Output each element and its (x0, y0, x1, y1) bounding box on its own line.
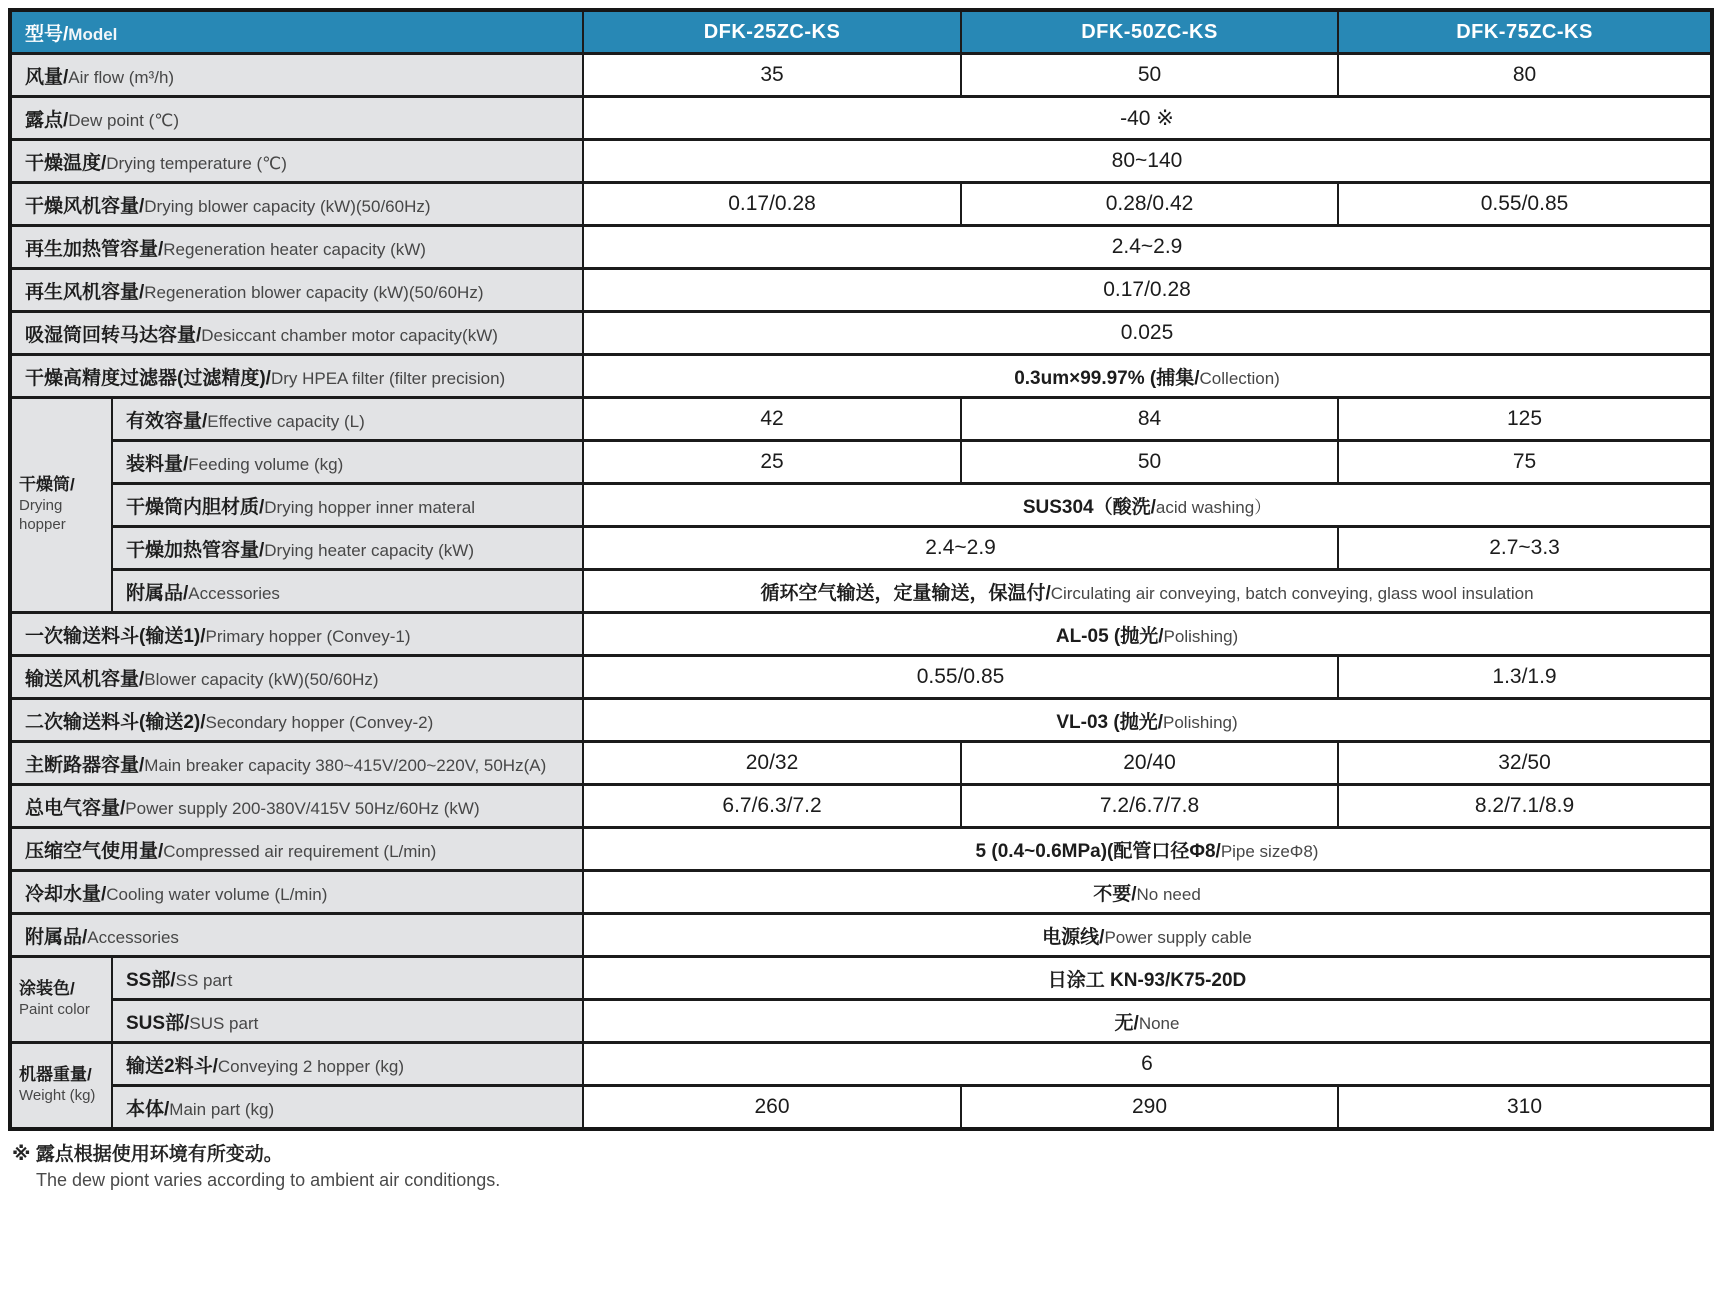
drying-blower-v2-text: 0.28/0.42 (1105, 192, 1194, 215)
air-flow-label-en: Air flow (m³/h) (68, 67, 175, 87)
drying-temp-label-zh: 干燥温度/ (25, 152, 107, 174)
drying-temp-label (10, 140, 583, 183)
power-supply-v2-text: 7.2/6.7/7.8 (1099, 794, 1200, 817)
paint-color-group-label (10, 957, 112, 1043)
main-breaker-v3-text: 32/50 (1498, 751, 1551, 774)
row-cooling-water (10, 871, 1712, 914)
row-feeding-volume (10, 441, 1712, 484)
air-flow-label (10, 54, 583, 97)
row-effective-capacity (10, 398, 1712, 441)
primary-hopper-label (10, 613, 583, 656)
power-supply-v2 (961, 785, 1338, 828)
primary-hopper-value (583, 613, 1712, 656)
blower-capacity-label-zh: 输送风机容量/ (25, 668, 145, 690)
feeding-volume-v1 (583, 441, 961, 484)
footnote (12, 1143, 1710, 1192)
weight-group-zh: 机器重量/ (19, 1065, 92, 1085)
row-hopper-accessories (10, 570, 1712, 613)
hopper-accessories-value-en: Circulating air conveying, batch conveying, glass wool insulation (1050, 583, 1534, 603)
regen-heater-value-text: 2.4~2.9 (1111, 235, 1183, 258)
conveying-hopper-label-zh: 输送2料斗/ (126, 1055, 218, 1077)
drying-temp-label-en: Drying temperature (℃) (106, 153, 287, 173)
feeding-volume-v2-text: 50 (1137, 450, 1162, 473)
regen-heater-label-zh: 再生加热管容量/ (25, 238, 164, 260)
drying-heater-v12 (583, 527, 1338, 570)
ss-part-value (583, 957, 1712, 1000)
air-flow-v1 (583, 54, 961, 97)
regen-blower-label-en: Regeneration blower capacity (kW)(50/60Hz) (144, 282, 484, 302)
row-blower-capacity (10, 656, 1712, 699)
regen-heater-value (583, 226, 1712, 269)
main-part-v2-text: 290 (1131, 1095, 1168, 1118)
main-breaker-label-zh: 主断路器容量/ (25, 754, 145, 776)
main-breaker-v3 (1338, 742, 1712, 785)
air-flow-v3-text: 80 (1512, 63, 1537, 86)
conveying-hopper-label-en: Conveying 2 hopper (kg) (217, 1056, 405, 1076)
drying-blower-v3 (1338, 183, 1712, 226)
feeding-volume-label-zh: 装料量/ (126, 453, 189, 475)
regen-blower-label (10, 269, 583, 312)
sus-part-label-zh: SUS部/ (126, 1012, 190, 1034)
weight-group-label (10, 1043, 112, 1130)
cooling-water-value-zh: 不要/ (1093, 883, 1137, 905)
ss-part-label (112, 957, 583, 1000)
main-part-v3 (1338, 1086, 1712, 1130)
main-breaker-v2-text: 20/40 (1123, 751, 1176, 774)
inner-material-value-en: acid washing） (1155, 497, 1272, 517)
hpea-filter-value-zh: 0.3um×99.97% (捕集/ (1014, 367, 1200, 389)
inner-material-label (112, 484, 583, 527)
cooling-water-value (583, 871, 1712, 914)
feeding-volume-v3 (1338, 441, 1712, 484)
accessories-value (583, 914, 1712, 957)
dew-point-value (583, 97, 1712, 140)
secondary-hopper-value-en: Polishing) (1163, 712, 1238, 732)
drying-blower-v1-text: 0.17/0.28 (728, 192, 816, 215)
feeding-volume-v3-text: 75 (1512, 450, 1537, 473)
compressed-air-label-zh: 压缩空气使用量/ (25, 840, 164, 862)
secondary-hopper-value (583, 699, 1712, 742)
main-part-v2 (961, 1086, 1338, 1130)
sus-part-label (112, 1000, 583, 1043)
effective-capacity-v1-text: 42 (760, 407, 784, 430)
secondary-hopper-label-zh: 二次输送料斗(输送2)/ (25, 711, 206, 733)
drying-blower-label (10, 183, 583, 226)
drying-blower-v2 (961, 183, 1338, 226)
desiccant-motor-label-en: Desiccant chamber motor capacity(kW) (201, 325, 498, 345)
drying-hopper-group-label (10, 398, 112, 613)
power-supply-v3 (1338, 785, 1712, 828)
main-breaker-v1 (583, 742, 961, 785)
ss-part-label-zh: SS部/ (126, 969, 176, 991)
model-name-dfk75: DFK-75ZC-KS (1338, 10, 1712, 54)
row-power-supply (10, 785, 1712, 828)
compressed-air-value (583, 828, 1712, 871)
drying-blower-v1 (583, 183, 961, 226)
power-supply-label-en: Power supply 200-380V/415V 50Hz/60Hz (kW) (125, 798, 480, 818)
desiccant-motor-value-text: 0.025 (1120, 321, 1174, 344)
row-compressed-air (10, 828, 1712, 871)
inner-material-label-en: Drying hopper inner materal (264, 497, 475, 517)
row-main-breaker (10, 742, 1712, 785)
cooling-water-label-en: Cooling water volume (L/min) (106, 884, 328, 904)
air-flow-v1-text: 35 (760, 63, 784, 86)
feeding-volume-v2 (961, 441, 1338, 484)
accessories-label (10, 914, 583, 957)
conveying-hopper-value-text: 6 (1141, 1052, 1153, 1075)
hopper-accessories-label (112, 570, 583, 613)
weight-group-en: Weight (kg) (19, 1087, 96, 1105)
air-flow-v2-text: 50 (1137, 63, 1162, 86)
row-drying-heater (10, 527, 1712, 570)
model-label-zh: 型号/ (25, 23, 69, 45)
regen-blower-label-zh: 再生风机容量/ (25, 281, 145, 303)
main-breaker-v2 (961, 742, 1338, 785)
feeding-volume-label (112, 441, 583, 484)
air-flow-v2 (961, 54, 1338, 97)
hopper-accessories-label-zh: 附属品/ (126, 582, 189, 604)
hpea-filter-value (583, 355, 1712, 398)
hpea-filter-value-en: Collection) (1199, 368, 1280, 388)
row-hpea-filter (10, 355, 1712, 398)
row-primary-hopper (10, 613, 1712, 656)
ss-part-value-text: 日涂工 KN-93/K75-20D (1047, 969, 1247, 991)
desiccant-motor-label (10, 312, 583, 355)
compressed-air-label (10, 828, 583, 871)
row-drying-temp (10, 140, 1712, 183)
row-dew-point (10, 97, 1712, 140)
regen-blower-value (583, 269, 1712, 312)
primary-hopper-value-zh: AL-05 (抛光/ (1055, 625, 1164, 647)
sus-part-label-en: SUS part (189, 1013, 259, 1033)
cooling-water-value-en: No need (1136, 884, 1201, 904)
row-air-flow (10, 54, 1712, 97)
main-part-v1 (583, 1086, 961, 1130)
blower-capacity-v12 (583, 656, 1338, 699)
dew-point-label-en: Dew point (℃) (68, 110, 180, 130)
main-part-label-zh: 本体/ (126, 1098, 170, 1120)
row-main-part (10, 1086, 1712, 1130)
primary-hopper-label-zh: 一次输送料斗(输送1)/ (25, 625, 206, 647)
sus-part-value (583, 1000, 1712, 1043)
main-breaker-label (10, 742, 583, 785)
accessories-value-zh: 电源线/ (1042, 926, 1105, 948)
row-inner-material (10, 484, 1712, 527)
drying-heater-label-zh: 干燥加热管容量/ (126, 539, 265, 561)
feeding-volume-v1-text: 25 (760, 450, 784, 473)
blower-capacity-v3-text: 1.3/1.9 (1492, 665, 1557, 688)
accessories-label-en: Accessories (87, 927, 179, 947)
footnote-line1: ※ 露点根据使用环境有所变动。 (12, 1144, 283, 1165)
air-flow-label-zh: 风量/ (25, 66, 69, 88)
hopper-accessories-label-en: Accessories (188, 583, 280, 603)
footnote-line2: The dew piont varies according to ambient air conditiongs. (36, 1169, 501, 1190)
model-label-en: Model (68, 24, 118, 44)
effective-capacity-v3-text: 125 (1506, 407, 1543, 430)
regen-heater-label-en: Regeneration heater capacity (kW) (163, 239, 426, 259)
drying-hopper-group-en: Drying hopper (19, 496, 66, 534)
hpea-filter-label-zh: 干燥高精度过滤器(过滤精度)/ (25, 367, 271, 389)
drying-heater-v3 (1338, 527, 1712, 570)
hopper-accessories-value-zh: 循环空气输送，定量输送，保温付/ (760, 582, 1051, 604)
accessories-value-en: Power supply cable (1104, 927, 1252, 947)
primary-hopper-label-en: Primary hopper (Convey-1) (205, 626, 411, 646)
spec-table (8, 8, 1714, 1131)
accessories-label-zh: 附属品/ (25, 926, 88, 948)
secondary-hopper-label-en: Secondary hopper (Convey-2) (205, 712, 434, 732)
ss-part-label-en: SS part (175, 970, 233, 990)
drying-heater-label-en: Drying heater capacity (kW) (264, 540, 475, 560)
drying-heater-v3-text: 2.7~3.3 (1489, 536, 1560, 559)
hpea-filter-label-en: Dry HPEA filter (filter precision) (270, 368, 506, 388)
hopper-accessories-value (583, 570, 1712, 613)
power-supply-label (10, 785, 583, 828)
drying-heater-v12-text: 2.4~2.9 (925, 536, 996, 559)
drying-blower-label-zh: 干燥风机容量/ (25, 195, 145, 217)
effective-capacity-v2-text: 84 (1137, 407, 1162, 430)
paint-color-group-en: Paint color (19, 1001, 90, 1019)
conveying-hopper-label (112, 1043, 583, 1086)
dew-point-value-text: -40 ※ (1120, 106, 1174, 130)
power-supply-v1-text: 6.7/6.3/7.2 (722, 794, 822, 817)
row-regen-heater (10, 226, 1712, 269)
power-supply-label-zh: 总电气容量/ (25, 797, 126, 819)
effective-capacity-label-en: Effective capacity (L) (207, 411, 365, 431)
dew-point-label-zh: 露点/ (25, 109, 69, 131)
main-part-label-en: Main part (kg) (169, 1099, 275, 1119)
row-sus-part (10, 1000, 1712, 1043)
effective-capacity-label-zh: 有效容量/ (126, 410, 208, 432)
drying-hopper-group-zh: 干燥筒/ (19, 475, 75, 495)
effective-capacity-label (112, 398, 583, 441)
cooling-water-label-zh: 冷却水量/ (25, 883, 107, 905)
inner-material-label-zh: 干燥筒内胆材质/ (126, 496, 265, 518)
model-header-cell (10, 10, 583, 54)
compressed-air-label-en: Compressed air requirement (L/min) (163, 841, 437, 861)
main-part-label (112, 1086, 583, 1130)
effective-capacity-v2 (961, 398, 1338, 441)
feeding-volume-label-en: Feeding volume (kg) (188, 454, 344, 474)
primary-hopper-value-en: Polishing) (1163, 626, 1239, 646)
drying-heater-label (112, 527, 583, 570)
model-name-dfk25: DFK-25ZC-KS (583, 10, 961, 54)
sus-part-value-en: None (1138, 1013, 1180, 1033)
row-drying-blower (10, 183, 1712, 226)
secondary-hopper-value-zh: VL-03 (抛光/ (1056, 711, 1163, 733)
blower-capacity-v3 (1338, 656, 1712, 699)
compressed-air-value-en: Pipe sizeΦ8) (1220, 841, 1319, 861)
air-flow-v3 (1338, 54, 1712, 97)
regen-heater-label (10, 226, 583, 269)
main-breaker-label-en: Main breaker capacity 380~415V/200~220V, 50Hz(A) (144, 755, 547, 775)
hpea-filter-label (10, 355, 583, 398)
secondary-hopper-label (10, 699, 583, 742)
power-supply-v1 (583, 785, 961, 828)
desiccant-motor-label-zh: 吸湿筒回转马达容量/ (25, 324, 202, 346)
sus-part-value-zh: 无/ (1114, 1012, 1139, 1034)
row-regen-blower (10, 269, 1712, 312)
row-secondary-hopper (10, 699, 1712, 742)
blower-capacity-label (10, 656, 583, 699)
regen-blower-value-text: 0.17/0.28 (1103, 278, 1191, 301)
main-part-v3-text: 310 (1506, 1095, 1543, 1118)
drying-blower-label-en: Drying blower capacity (kW)(50/60Hz) (144, 196, 431, 216)
dew-point-label (10, 97, 583, 140)
row-conveying-hopper (10, 1043, 1712, 1086)
main-breaker-v1-text: 20/32 (745, 751, 799, 774)
power-supply-v3-text: 8.2/7.1/8.9 (1474, 794, 1575, 817)
effective-capacity-v3 (1338, 398, 1712, 441)
drying-temp-value (583, 140, 1712, 183)
row-desiccant-motor (10, 312, 1712, 355)
inner-material-value (583, 484, 1712, 527)
row-accessories (10, 914, 1712, 957)
header-row (10, 10, 1712, 54)
blower-capacity-label-en: Blower capacity (kW)(50/60Hz) (144, 669, 379, 689)
desiccant-motor-value (583, 312, 1712, 355)
model-name-dfk50: DFK-50ZC-KS (961, 10, 1338, 54)
inner-material-value-zh: SUS304（酸洗/ (1022, 496, 1156, 518)
main-part-v1-text: 260 (754, 1095, 790, 1118)
conveying-hopper-value (583, 1043, 1712, 1086)
drying-temp-value-text: 80~140 (1111, 149, 1183, 172)
row-ss-part (10, 957, 1712, 1000)
effective-capacity-v1 (583, 398, 961, 441)
blower-capacity-v12-text: 0.55/0.85 (916, 665, 1005, 688)
drying-blower-v3-text: 0.55/0.85 (1480, 192, 1569, 215)
compressed-air-value-zh: 5 (0.4~0.6MPa)(配管口径Φ8/ (975, 840, 1221, 862)
paint-color-group-zh: 涂装色/ (19, 979, 75, 999)
cooling-water-label (10, 871, 583, 914)
